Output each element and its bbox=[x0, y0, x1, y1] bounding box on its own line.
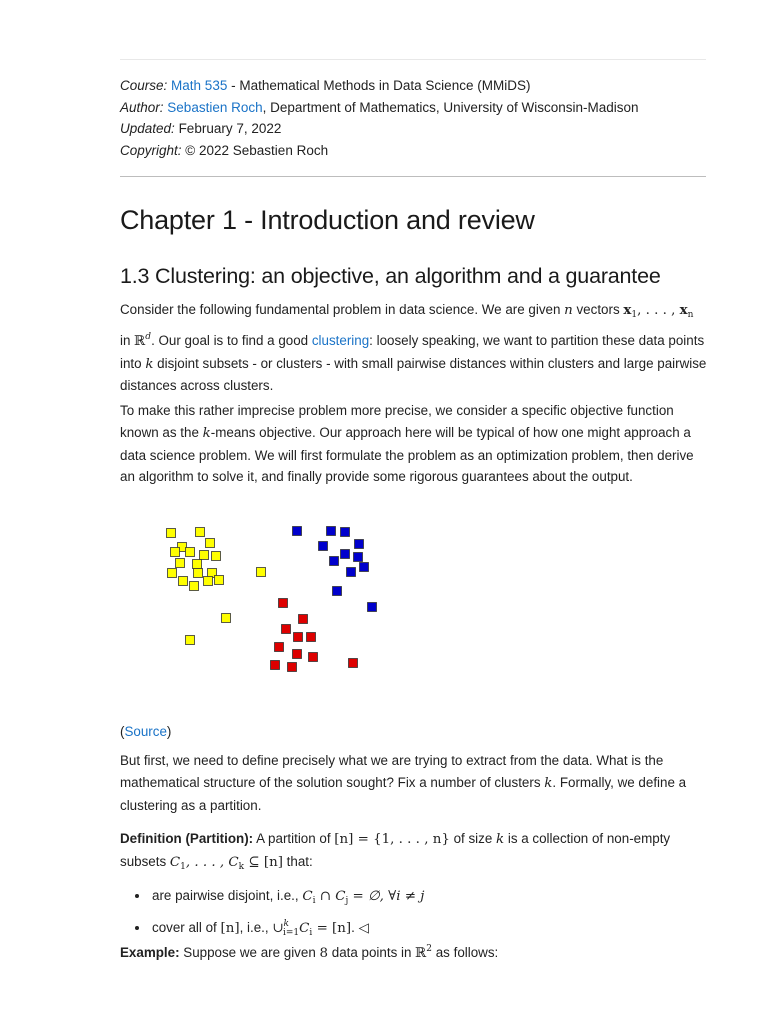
course-line bbox=[120, 75, 639, 97]
definition-label: Definition (Partition): bbox=[120, 831, 254, 846]
copyright-line bbox=[120, 140, 639, 162]
copyright-label: Copyright: bbox=[120, 143, 182, 159]
yellow-point bbox=[222, 614, 231, 623]
chapter-title: Chapter 1 - Introduction and review bbox=[120, 205, 535, 235]
blue-point bbox=[333, 587, 342, 596]
list-item: • cover all of [n], i.e., $\cup^k_{i=1}C_i = [n]$. ◁ bbox=[150, 913, 710, 945]
yellow-point bbox=[179, 577, 188, 586]
red-point bbox=[294, 633, 303, 642]
updated-date: February 7, 2022 bbox=[178, 121, 282, 137]
yellow-point bbox=[171, 548, 180, 557]
yellow-point bbox=[176, 559, 185, 568]
course-link[interactable]: Math 535 bbox=[171, 78, 228, 93]
example-label: Example: bbox=[120, 945, 180, 960]
yellow-point bbox=[212, 552, 221, 561]
blue-point bbox=[293, 527, 302, 536]
blue-point bbox=[368, 603, 377, 612]
source-line: (Source) bbox=[120, 724, 172, 739]
blue-point bbox=[327, 527, 336, 536]
top-divider bbox=[120, 59, 706, 60]
blue-point bbox=[330, 557, 339, 566]
blue-point bbox=[355, 540, 364, 549]
updated-line bbox=[120, 118, 639, 140]
yellow-point bbox=[196, 528, 205, 537]
yellow-point bbox=[206, 539, 215, 548]
cluster-figure bbox=[120, 515, 390, 675]
example-paragraph: Example: Suppose we are given 8 data points in ℝ$^2$ as follows: bbox=[120, 944, 499, 961]
red-point bbox=[275, 643, 284, 652]
yellow-point bbox=[186, 548, 195, 557]
metadata-block bbox=[120, 75, 639, 162]
red-point bbox=[271, 661, 280, 670]
author-line bbox=[120, 97, 639, 119]
blue-point bbox=[347, 568, 356, 577]
course-description: - Mathematical Methods in Data Science (MMiDS) bbox=[227, 78, 531, 93]
red-point bbox=[282, 625, 291, 634]
copyright-value: © 2022 Sebastien Roch bbox=[185, 143, 329, 159]
yellow-point bbox=[193, 560, 202, 569]
yellow-point bbox=[257, 568, 266, 577]
kmeans-paragraph: To make this rather imprecise problem more precise, we consider a specific objective function known as the k-means objective. Our approach here will be typical of how one might approach a data science problem. We will first formulate the problem as an optimization problem, then derive an algorithm to solve it, and finally provide some rigorous guarantees about the output. bbox=[120, 403, 694, 485]
blue-point bbox=[319, 542, 328, 551]
blue-point bbox=[354, 553, 363, 562]
header-divider bbox=[120, 176, 706, 177]
yellow-point bbox=[200, 551, 209, 560]
section-title: 1.3 Clustering: an objective, an algorithm and a guarantee bbox=[120, 264, 661, 288]
structure-paragraph: But first, we need to define precisely what we are trying to extract from the data. What is the mathematical structure of the solution sought? Fix a number of clusters k. Formally, we define a clustering as a partition. bbox=[120, 753, 687, 813]
yellow-point bbox=[186, 636, 195, 645]
red-point bbox=[307, 633, 316, 642]
red-point bbox=[309, 653, 318, 662]
blue-point bbox=[341, 550, 350, 559]
red-point bbox=[349, 659, 358, 668]
red-point bbox=[299, 615, 308, 624]
yellow-point bbox=[204, 577, 213, 586]
intro-paragraph: Consider the following fundamental problem in data science. We are given n vectors $x_1$, . . . , $x_n$ in ℝ$^d$. Our goal is to find a good clustering: loosely speaking, we want to partition these data points into k disjoint subsets - or clusters - with small pairwise distances within clusters and large pairwise distances across clusters. bbox=[120, 302, 707, 394]
blue-point bbox=[341, 528, 350, 537]
yellow-point bbox=[168, 569, 177, 578]
yellow-point bbox=[167, 529, 176, 538]
author-link[interactable]: Sebastien Roch bbox=[167, 99, 263, 115]
course-label: Course: bbox=[120, 78, 168, 93]
author-affiliation: , Department of Mathematics, University of Wisconsin-Madison bbox=[262, 99, 639, 115]
yellow-point bbox=[190, 582, 199, 591]
yellow-point bbox=[215, 576, 224, 585]
clustering-link[interactable]: clustering bbox=[311, 332, 370, 348]
red-point bbox=[279, 599, 288, 608]
blue-point bbox=[360, 563, 369, 572]
yellow-point bbox=[194, 569, 203, 578]
partition-conditions-list bbox=[120, 884, 710, 945]
author-label: Author: bbox=[120, 99, 164, 115]
list-item: • are pairwise disjoint, i.e., $C_i$ ∩ $C_j$ = ∅, ∀i ≠ j bbox=[150, 884, 710, 913]
source-link[interactable]: Source bbox=[124, 724, 167, 739]
partition-definition: Definition (Partition): A partition of [n] = {1, . . . , n} of size k is a collection of non-empty subsets $C_1$, . . . , $C_k$ ⊆ [n] that: bbox=[120, 831, 671, 872]
red-point bbox=[288, 663, 297, 672]
red-point bbox=[293, 650, 302, 659]
updated-label: Updated: bbox=[120, 121, 175, 137]
